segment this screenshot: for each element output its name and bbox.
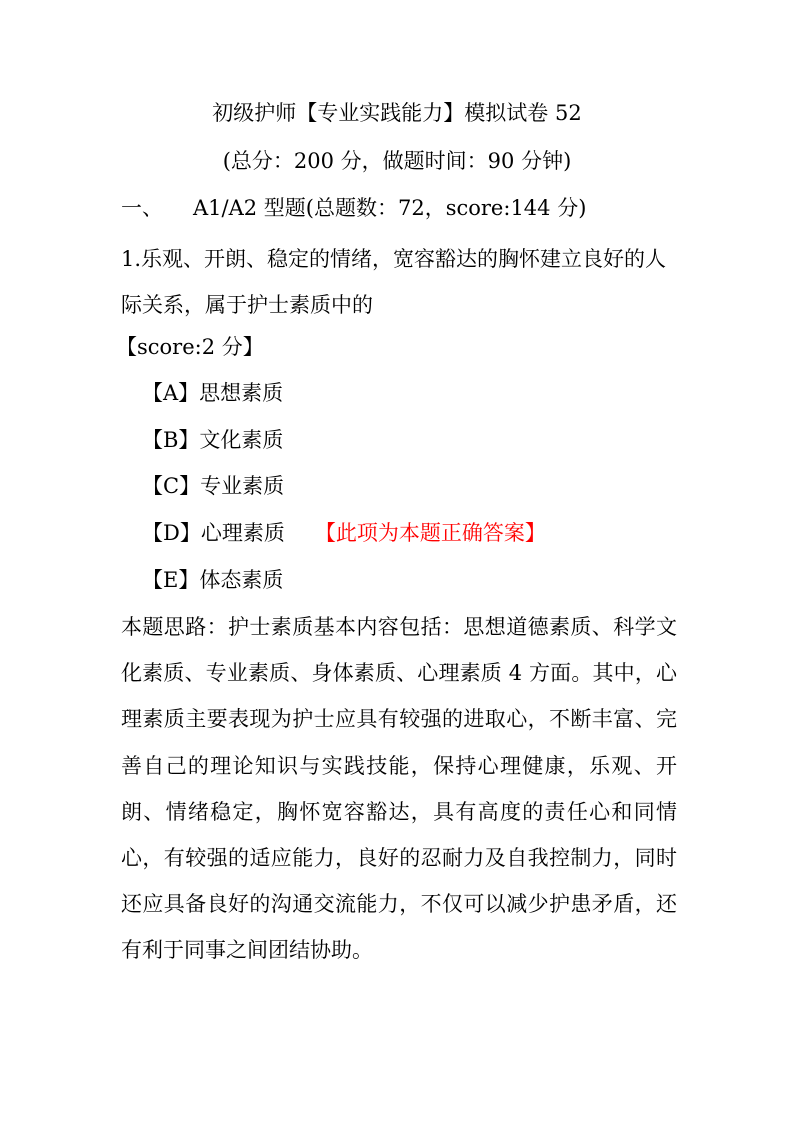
option-d-label: 【D】心理素质 [142,521,285,545]
option-b [142,423,283,457]
option-c-label: 【C】专业素质 [142,474,285,498]
option-e [142,563,283,597]
option-d [142,516,546,550]
question-score: 【score:2 分】 [116,335,264,359]
exam-title: 初级护师【专业实践能力】模拟试卷 52 [212,101,582,125]
question-text: 1.乐观、开朗、稳定的情绪，宽容豁达的胸怀建立良好的人际关系，属于护士素质中的 [121,247,667,317]
correct-answer-mark: 【此项为本题正确答案】 [314,521,546,545]
section-number: 一、 [121,196,163,220]
answer-analysis: 本题思路：护士素质基本内容包括：思想道德素质、科学文化素质、专业素质、身体素质、心理素质 4 方面。其中，心理素质主要表现为护士应具有较强的进取心，不断丰富、完善自己的理论知识与实践技能，保持心理健康，乐观、开朗、情绪稳定，胸怀宽容豁达，具有高度的责任心和同情心，有较强的适应能力，良好的忍耐力及自我控制力，同时还应具备良好的沟通交流能力，不仅可以减少护患矛盾，还有利于同事之间团结协助。 [121,615,677,963]
option-a-label: 【A】思想素质 [142,381,284,405]
section-heading [121,191,586,225]
option-b-label: 【B】文化素质 [142,428,284,452]
section-label: A1/A2 型题(总题数：72，score:144 分) [193,196,587,220]
exam-subtitle: (总分：200 分，做题时间：90 分钟) [222,149,572,173]
option-e-label: 【E】体态素质 [142,568,284,592]
option-a [142,376,283,410]
option-c [142,469,284,503]
